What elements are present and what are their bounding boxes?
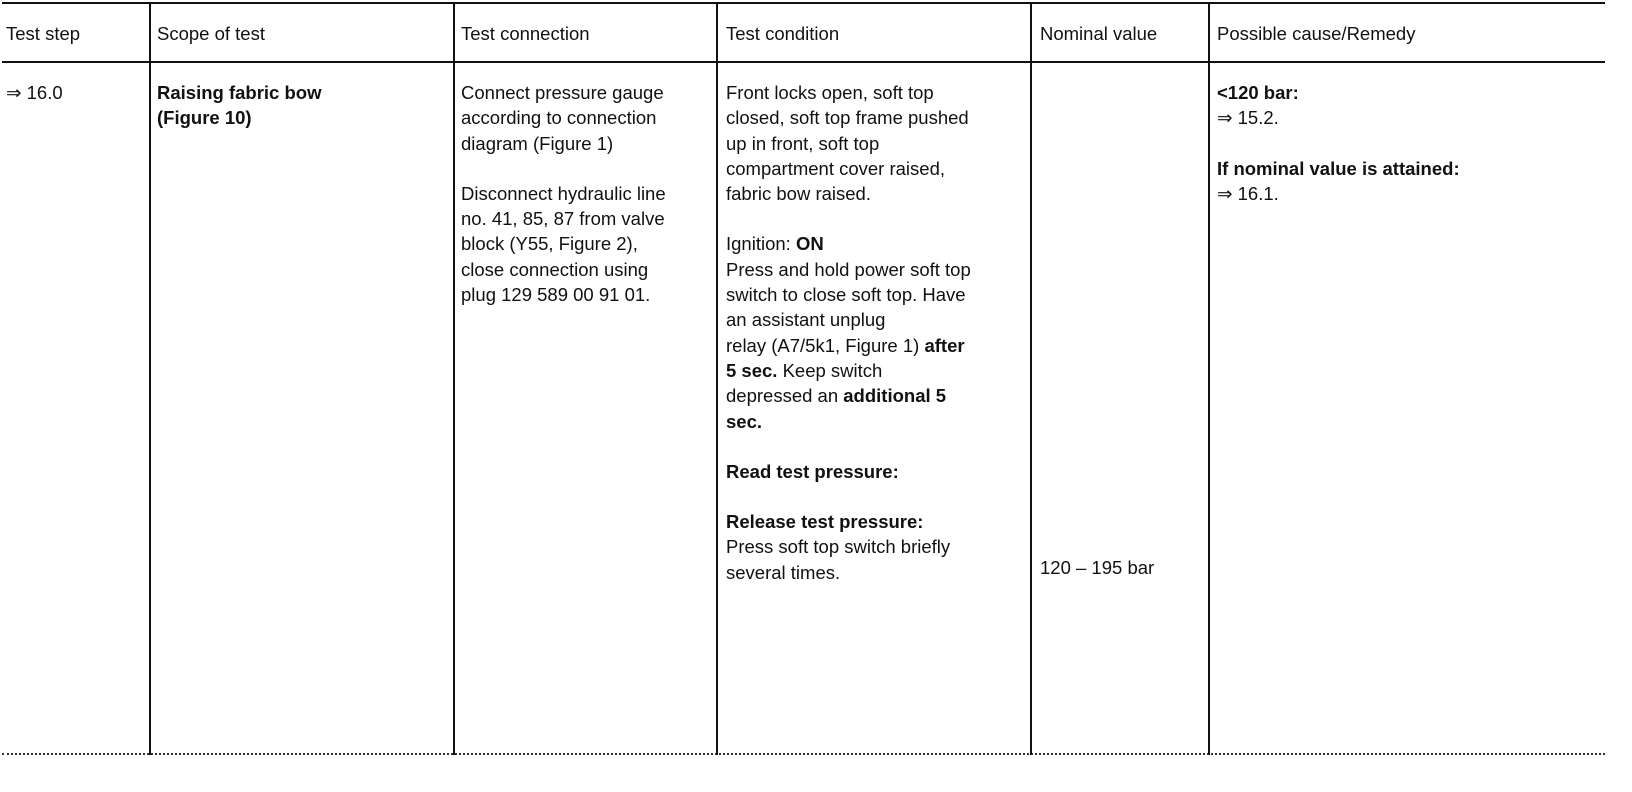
connection-line: Disconnect hydraulic line [461, 182, 666, 204]
remedy-attained-ref: ⇒ 16.1. [1217, 182, 1279, 204]
table-top-rule [2, 2, 1605, 4]
connection-line: according to connection [461, 107, 657, 129]
header-rule [2, 61, 1605, 63]
condition-line: up in front, soft top [726, 132, 880, 154]
header-possible-cause-remedy: Possible cause/Remedy [1217, 23, 1416, 44]
connection-line: Connect pressure gauge [461, 82, 664, 103]
connection-line: block (Y55, Figure 2), [461, 233, 638, 255]
header-test-condition: Test condition [726, 23, 840, 44]
connection-line: close connection using [461, 258, 649, 280]
condition-line: Press and hold power soft top [726, 258, 971, 280]
ignition-line [726, 231, 971, 256]
test-connection [461, 80, 666, 307]
condition-line: Press soft top switch briefly [726, 536, 951, 558]
condition-line: depressed an additional 5 [726, 385, 947, 407]
condition-line: relay (A7/5k1, Figure 1) after [726, 334, 965, 356]
scope-of-test [157, 80, 321, 131]
remedy-attained-label: If nominal value is attained: [1217, 157, 1460, 179]
condition-line: fabric bow raised. [726, 183, 871, 205]
ignition-value: ON [795, 233, 824, 255]
column-divider [1030, 2, 1032, 755]
header-test-step: Test step [6, 23, 81, 44]
read-test-pressure-label: Read test pressure: [726, 460, 899, 482]
header-nominal-value: Nominal value [1040, 23, 1158, 44]
remedy-low-pressure-label: <120 bar: [1217, 82, 1299, 103]
header-scope-of-test: Scope of test [157, 23, 265, 44]
condition-line: closed, soft top frame pushed [726, 107, 969, 129]
test-condition [726, 80, 971, 585]
connection-line: diagram (Figure 1) [461, 132, 614, 154]
scope-figure-ref: (Figure 10) [157, 107, 252, 129]
connection-line: no. 41, 85, 87 from valve [461, 208, 665, 230]
possible-cause-remedy [1217, 80, 1460, 206]
condition-line: compartment cover raised, [726, 157, 946, 179]
connection-line: plug 129 589 00 91 01. [461, 284, 651, 306]
scope-title: Raising fabric bow [157, 82, 322, 103]
condition-line: several times. [726, 561, 841, 583]
condition-line: an assistant unplug [726, 309, 886, 331]
test-step-value: ⇒ 16.0 [6, 82, 63, 103]
column-divider [1208, 2, 1210, 755]
column-divider [149, 2, 151, 755]
condition-line: sec. [726, 410, 763, 432]
table-bottom-dotted-rule [2, 753, 1605, 755]
condition-line: switch to close soft top. Have [726, 284, 966, 306]
condition-line: 5 sec. Keep switch [726, 359, 883, 381]
condition-line: Front locks open, soft top [726, 82, 934, 103]
nominal-value: 120 – 195 bar [1040, 557, 1155, 578]
column-divider [453, 2, 455, 755]
ignition-label: Ignition: [726, 233, 796, 255]
column-divider [716, 2, 718, 755]
remedy-low-pressure-ref: ⇒ 15.2. [1217, 107, 1279, 129]
header-test-connection: Test connection [461, 23, 590, 44]
release-test-pressure-label: Release test pressure: [726, 511, 924, 533]
